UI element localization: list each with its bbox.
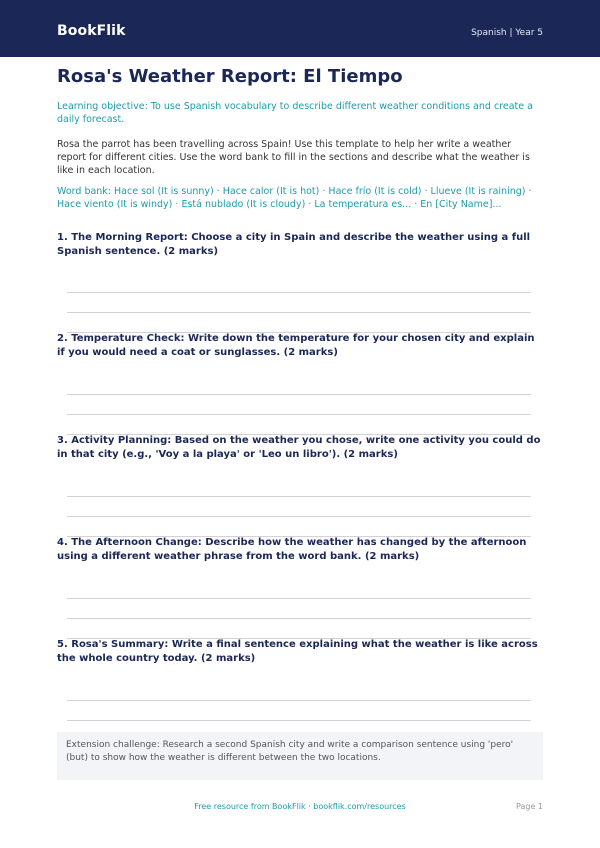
subject-year-label: Spanish | Year 5 (471, 28, 543, 38)
extension-challenge-text: Extension challenge: Research a second Spanish city and write a comparison sentence using 'pero' (but) to show how the weather is different between the two locations. (66, 740, 514, 763)
answer-line[interactable] (67, 598, 531, 599)
question-4: 4. The Afternoon Change: Describe how the weather has changed by the afternoon using a different weather phrase from the word bank. (2 marks) (57, 537, 527, 562)
answer-line[interactable] (67, 394, 531, 395)
page-title: Rosa's Weather Report: El Tiempo (57, 66, 403, 87)
extension-challenge-box (57, 732, 543, 780)
word-bank: Word bank: Hace sol (It is sunny) · Hace calor (It is hot) · Hace frío (It is cold) · Llueve (It is raining) · Hace viento (It is windy) · Está nublado (It is cloudy) · La temperatura es... · En [City Name]... (57, 186, 532, 210)
answer-line[interactable] (67, 496, 531, 497)
question-3: 3. Activity Planning: Based on the weather you chose, write one activity you could do in that city (e.g., 'Voy a la playa' or 'Leo un libro'). (2 marks) (57, 435, 541, 460)
answer-line[interactable] (67, 618, 531, 619)
answer-line[interactable] (67, 516, 531, 517)
answer-line[interactable] (67, 700, 531, 701)
question-2: 2. Temperature Check: Write down the temperature for your chosen city and explain if you would need a coat or sunglasses. (2 marks) (57, 333, 535, 358)
page-number: Page 1 (516, 802, 543, 811)
answer-line[interactable] (67, 312, 531, 313)
intro-text: Rosa the parrot has been travelling across Spain! Use this template to help her write a weather report for different cities. Use the word bank to fill in the sections and describe what the weather is like in each location. (57, 139, 530, 176)
answer-line[interactable] (67, 414, 531, 415)
answer-line[interactable] (67, 720, 531, 721)
page-header (0, 0, 600, 57)
brand-logo: BookFlik (57, 23, 126, 39)
footer-resource-link[interactable]: Free resource from BookFlik · bookflik.com/resources (194, 802, 406, 811)
question-1: 1. The Morning Report: Choose a city in Spain and describe the weather using a full Spanish sentence. (2 marks) (57, 232, 531, 257)
answer-line[interactable] (67, 292, 531, 293)
question-5: 5. Rosa's Summary: Write a final sentence explaining what the weather is like across the whole country today. (2 marks) (57, 639, 538, 664)
learning-objective: Learning objective: To use Spanish vocabulary to describe different weather conditions and create a daily forecast. (57, 101, 533, 125)
